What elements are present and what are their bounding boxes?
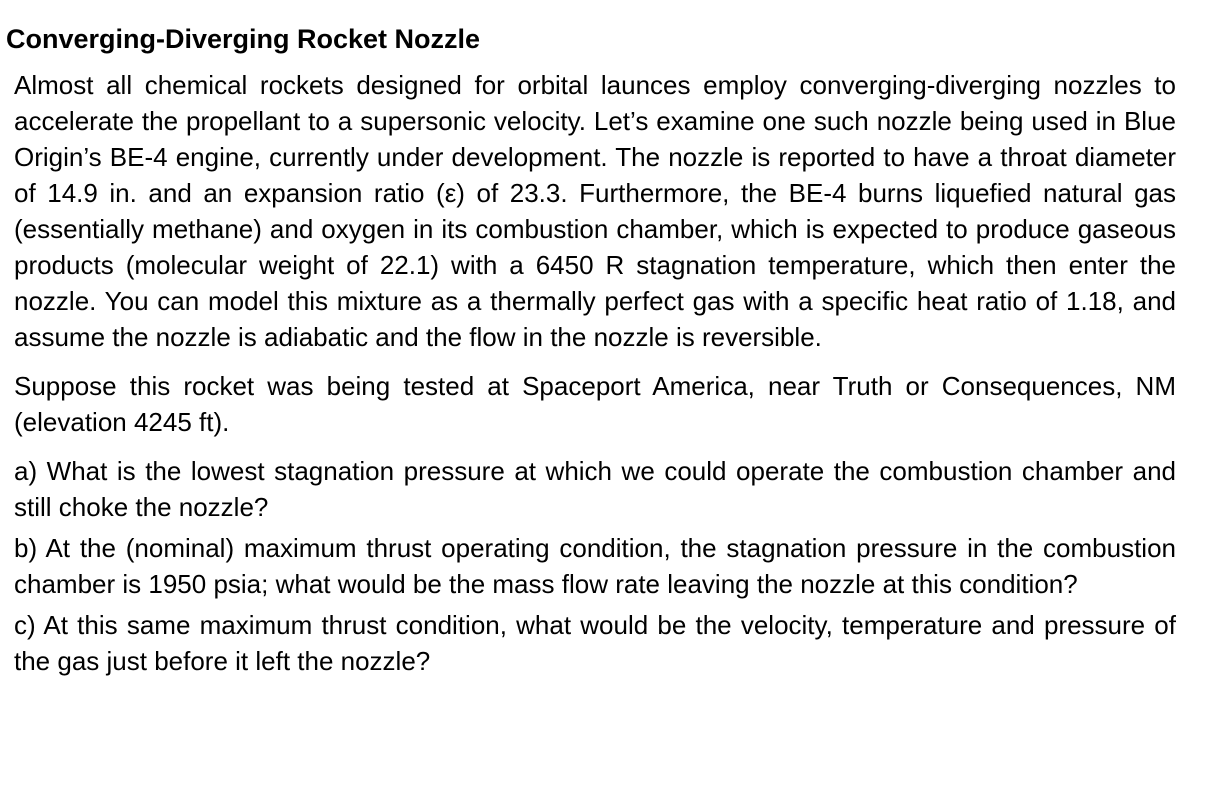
- question-b: b) At the (nominal) maximum thrust operating condition, the stagnation pressure in the combustion chamber is 1950 psia; what would be the mass flow rate leaving the nozzle at this condition?: [14, 533, 1176, 599]
- problem-statement-paragraph: Almost all chemical rockets designed for orbital launces employ converging-diverging nozzles to accelerate the propellant to a supersonic velocity. Let’s examine one such nozzle being used in Blue Origin’s BE-4 engine, currently under development. The nozzle is reported to have a throat diameter of 14.9 in. and an expansion ratio (ε) of 23.3. Furthermore, the BE-4 burns liquefied natural gas (essentially methane) and oxygen in its combustion chamber, which is expected to produce gaseous products (molecular weight of 22.1) with a 6450 R stagnation temperature, which then enter the nozzle. You can model this mixture as a thermally perfect gas with a specific heat ratio of 1.18, and assume the nozzle is adiabatic and the flow in the nozzle is reversible.: [14, 70, 1176, 352]
- document-title: Converging-Diverging Rocket Nozzle: [6, 24, 481, 54]
- document-body: [14, 67, 1176, 679]
- test-location-paragraph: Suppose this rocket was being tested at Spaceport America, near Truth or Consequences, NM (elevation 4245 ft).: [14, 371, 1176, 437]
- question-a: a) What is the lowest stagnation pressure at which we could operate the combustion chamber and still choke the nozzle?: [14, 456, 1176, 522]
- question-c: c) At this same maximum thrust condition, what would be the velocity, temperature and pressure of the gas just before it left the nozzle?: [14, 610, 1176, 676]
